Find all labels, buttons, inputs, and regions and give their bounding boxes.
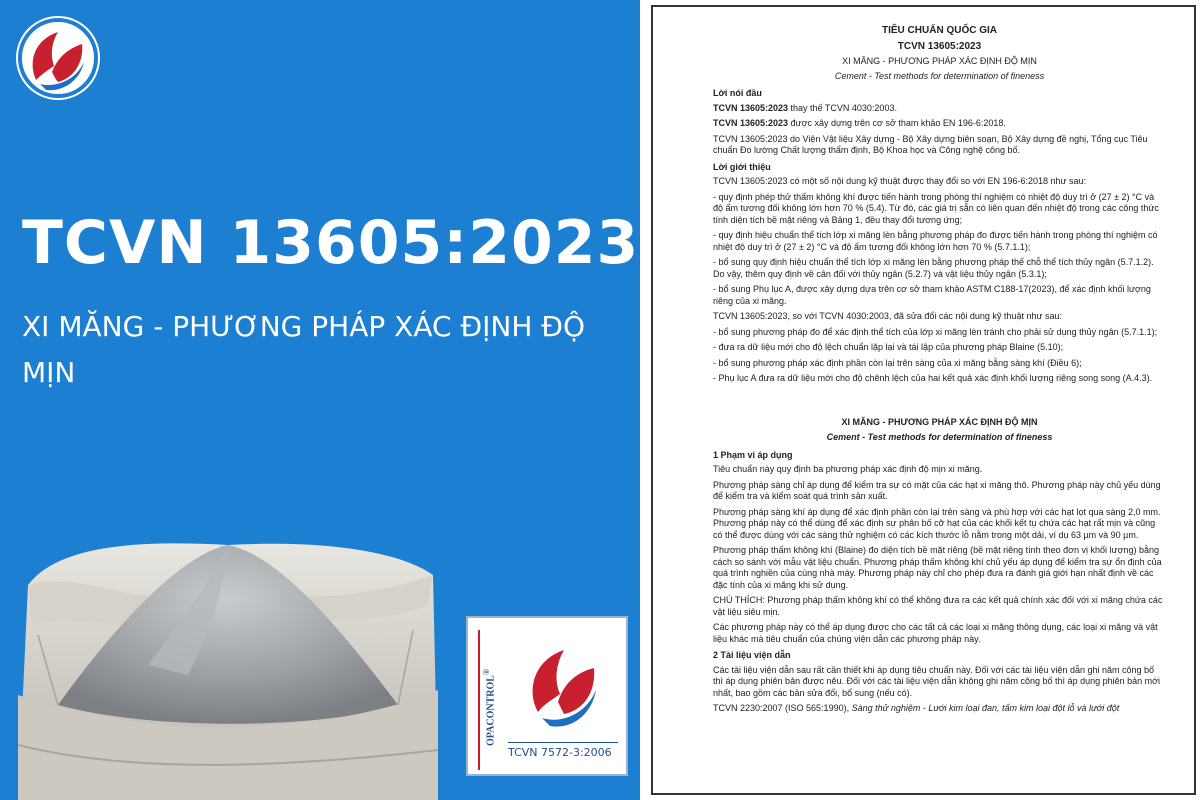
certificate-badge — [466, 616, 628, 776]
doc-paragraph: - quy định hiệu chuẩn thể tích lớp xi măng lèn bằng phương pháp đo được tiến hành trong phòng thí nghiệm có nhiệt độ duy trì ở (27 ± 2) °C và độ ẩm tương đối không lớn hơn 70 % (5.7.1.1); — [713, 230, 1158, 252]
scope-heading: 1 Phạm vi áp dụng — [713, 449, 793, 460]
doc-paragraph: TCVN 13605:2023 do Viện Vật liệu Xây dựng - Bộ Xây dựng biên soạn, Bộ Xây dựng đề nghị, Tổng cục Tiêu chuẩn Đo lường Chất lượng thẩm định, Bộ Khoa học và Công nghệ công bố. — [713, 133, 1148, 155]
doc-title-vi: XI MĂNG - PHƯƠNG PHÁP XÁC ĐỊNH ĐỘ MỊN — [842, 56, 1037, 66]
doc-paragraph: Phương pháp thấm không khí (Blaine) đo diện tích bề mặt riêng (bề mặt riêng tính theo đơn vị khối lượng) bằng cách so sánh với mẫu vật liệu chuẩn. Phương pháp thấm không khí chủ yếu áp dụng để kiểm tra sự ổn định của quá trình nghiền của cùng nhà máy. Phương pháp này chỉ cho phép đưa ra đánh giá giới hạn nhất định về các đặc tính của xi măng khi sử dụng. — [713, 545, 1162, 590]
opacontrol-emblem-icon — [524, 642, 602, 730]
doc-note: CHÚ THÍCH: Phương pháp thấm không khí có thể không đưa ra các kết quả chính xác đối với xi măng chứa các vật liệu siêu mịn. — [713, 595, 1163, 617]
doc-paragraph: TCVN 13605:2023 thay thế TCVN 4030:2003. — [713, 102, 897, 113]
doc-paragraph: Các tài liệu viện dẫn sau rất cần thiết khi áp dụng tiêu chuẩn này. Đối với các tài liệu viện dẫn ghi năm công bố thì áp dụng phiên bản được nêu. Đối với các tài liệu viện dẫn không ghi năm công bố thì áp dụng phiên bản mới nhất, bao gồm các bản sửa đổi, bổ sung (nếu có). — [713, 664, 1161, 698]
foreword-heading: Lời nói đầu — [713, 88, 762, 98]
doc-paragraph: Các phương pháp này có thể áp dụng được cho các tất cả các loại xi măng thông dụng, các loại xi măng và vật liệu khác mà tiêu chuẩn của chúng viện dẫn các phương pháp này. — [713, 622, 1158, 644]
references-heading: 2 Tài liệu viện dẫn — [713, 650, 791, 660]
doc-paragraph: - đưa ra dữ liệu mới cho độ lệch chuẩn lặp lại và tái lập của phương pháp Blaine (5.10); — [713, 342, 1064, 352]
certificate-divider — [508, 742, 618, 743]
doc-paragraph: - quy định phép thử thấm không khí được tiến hành trong phòng thí nghiệm có nhiệt độ duy trì ở (27 ± 2) °C và độ ẩm tương đối không lớn hơn 70 % (5.4). Từ đó, các giá trị sẵn có liên quan đến nhiệt độ trong các công thức tính diện tích bề mặt riêng và Bảng 1, đều thay đổi tương ứng; — [713, 191, 1159, 225]
doc-heading: TIÊU CHUẨN QUỐC GIA — [882, 25, 997, 36]
doc-paragraph: TCVN 13605:2023, so với TCVN 4030:2003, đã sửa đổi các nội dung kỹ thuật như sau: — [713, 311, 1062, 321]
doc-paragraph: - bổ sung phương pháp xác định phần còn lại trên sàng của xi măng bằng sàng khí (Điều 6); — [713, 357, 1082, 368]
doc-standard-number: TCVN 13605:2023 — [897, 40, 982, 52]
standard-document — [651, 5, 1196, 795]
doc-paragraph: Phương pháp sàng chỉ áp dụng để kiểm tra sự có mặt của các hạt xi măng thô. Phương pháp này chủ yếu dùng để kiểm tra và kiểm soát quá trình sản xuất. — [713, 479, 1161, 501]
cement-sack-photo — [18, 515, 438, 800]
doc-paragraph: - bổ sung Phụ lục A, được xây dựng dựa trên cơ sở tham khảo ASTM C188-17(2023), để xác định khối lượng riêng của xi măng. — [713, 284, 1151, 306]
section-subtitle: Cement - Test methods for determination of fineness — [826, 432, 1053, 442]
page-title: TCVN 13605:2023 — [22, 208, 640, 278]
opacontrol-logo-icon — [18, 18, 98, 98]
doc-paragraph: TCVN 13605:2023 được xây dựng trên cơ sở tham khảo EN 196-6:2018. — [713, 118, 1006, 128]
page-subtitle: XI MĂNG - PHƯƠNG PHÁP XÁC ĐỊNH ĐỘ MỊN — [22, 310, 586, 389]
doc-paragraph: Tiêu chuẩn này quy định ba phương pháp xác định độ mịn xi măng. — [713, 464, 983, 474]
doc-paragraph: - bổ sung quy định hiệu chuẩn thể tích lớp xi măng lèn bằng phương pháp thế chỗ thể tích thủy ngân (5.7.1.2). Do vậy, thêm quy định về cân đối với thủy ngân (5.2.7) và vật liệu thủy ngân (5.3.1); — [713, 257, 1154, 279]
certificate-brand: OPACONTROL® — [482, 668, 497, 746]
certificate-standard: TCVN 7572-3:2006 — [508, 746, 612, 759]
section-title: XI MĂNG - PHƯƠNG PHÁP XÁC ĐỊNH ĐỘ MỊN — [841, 416, 1038, 427]
doc-paragraph: - Phụ lục A đưa ra dữ liệu mới cho độ chênh lệch của hai kết quả xác định khối lượng riêng song song (A.4.3). — [713, 373, 1153, 383]
doc-paragraph: TCVN 13605:2023 có một số nội dung kỹ thuật được thay đổi so với EN 196-6:2018 như sau: — [713, 176, 1087, 186]
introduction-heading: Lời giới thiệu — [713, 161, 771, 172]
doc-title-en: Cement - Test methods for determination of fineness — [834, 70, 1045, 81]
doc-paragraph: Phương pháp sàng khí áp dụng để xác định phần còn lại trên sàng và phù hợp với các hạt lọt qua sàng 2,0 mm. Phương pháp này có thể dùng để xác định sự phân bố cỡ hạt của các khối kết tụ chứa các hạt rất mịn và cũng có thể được dùng với các sàng thử nghiệm có các kích thước lỗ nằm trong một dải, ví dụ 63 µm và 90 µm. — [713, 506, 1161, 540]
doc-paragraph: TCVN 2230:2007 (ISO 565:1990), Sàng thử nghiệm - Lưới kim loại đan, tấm kim loại đột lỗ và lưới đột — [713, 703, 1120, 713]
doc-paragraph: - bổ sung phương pháp đo để xác định thể tích của lớp xi măng lèn tránh cho phải sử dụng thủy ngân (5.7.1.1); — [713, 326, 1158, 337]
